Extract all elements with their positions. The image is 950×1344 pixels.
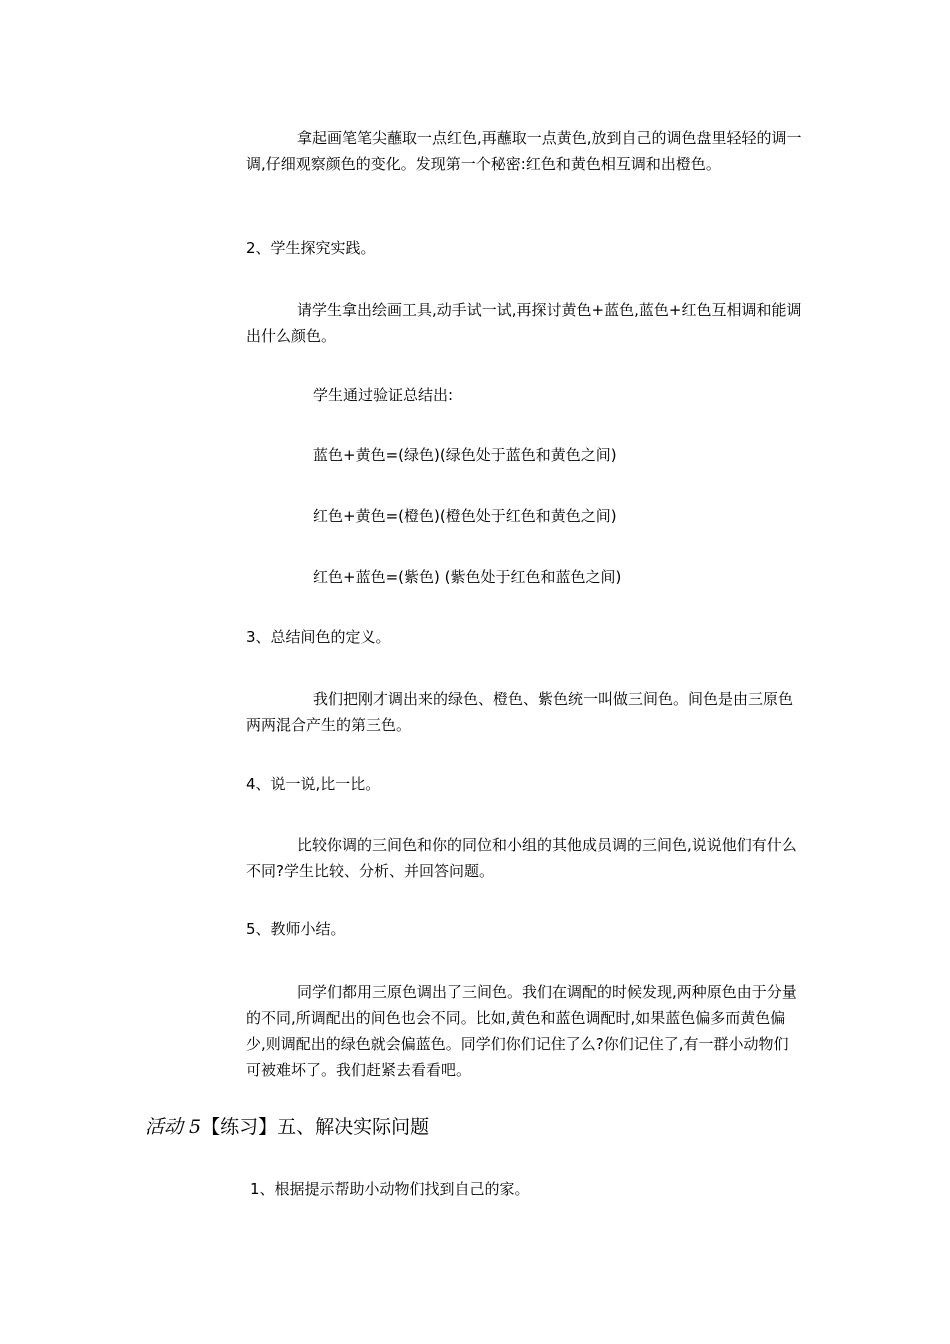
paragraph-compare: 比较你调的三间色和你的同位和小组的其他成员调的三间色,说说他们有什么不同?学生比较、分析、并回答问题。 [246,836,797,880]
formula-purple: 红色+蓝色=(紫色) (紫色处于红色和蓝色之间) [313,568,622,586]
section-2-heading: 2、学生探究实践。 [246,239,376,257]
activity-title: 【练习】五、解决实际问题 [201,1116,430,1138]
task-1: 1、根据提示帮助小动物们找到自己的家。 [250,1180,530,1198]
activity-label: 活动 5 [145,1116,202,1138]
section-3-heading: 3、总结间色的定义。 [246,628,391,646]
paragraph-student-practice: 请学生拿出绘画工具,动手试一试,再探讨黄色+蓝色,蓝色+红色互相调和能调出什么颜色。 [246,301,802,345]
section-4-heading: 4、说一说,比一比。 [246,775,381,793]
paragraph-mixing-red-yellow: 拿起画笔笔尖蘸取一点红色,再蘸取一点黄色,放到自己的调色盘里轻轻的调一调,仔细观察颜色的变化。发现第一个秘密:红色和黄色相互调和出橙色。 [246,129,802,173]
section-5-heading: 5、教师小结。 [246,920,346,938]
paragraph-secondary-color-definition: 我们把刚才调出来的绿色、橙色、紫色统一叫做三间色。间色是由三原色两两混合产生的第三色。 [246,690,794,734]
paragraph-summary-intro: 学生通过验证总结出: [313,386,454,404]
paragraph-teacher-summary: 同学们都用三原色调出了三间色。我们在调配的时候发现,两种原色由于分量的不同,所调配出的间色也会不同。比如,黄色和蓝色调配时,如果蓝色偏多而黄色偏少,则调配出的绿色就会偏蓝色。同学们你们记住了么?你们记住了,有一群小动物们可被难坏了。我们赶紧去看看吧。 [246,983,797,1079]
formula-orange: 红色+黄色=(橙色)(橙色处于红色和黄色之间) [313,507,617,525]
activity-heading [145,1113,429,1141]
formula-green: 蓝色+黄色=(绿色)(绿色处于蓝色和黄色之间) [313,446,617,464]
